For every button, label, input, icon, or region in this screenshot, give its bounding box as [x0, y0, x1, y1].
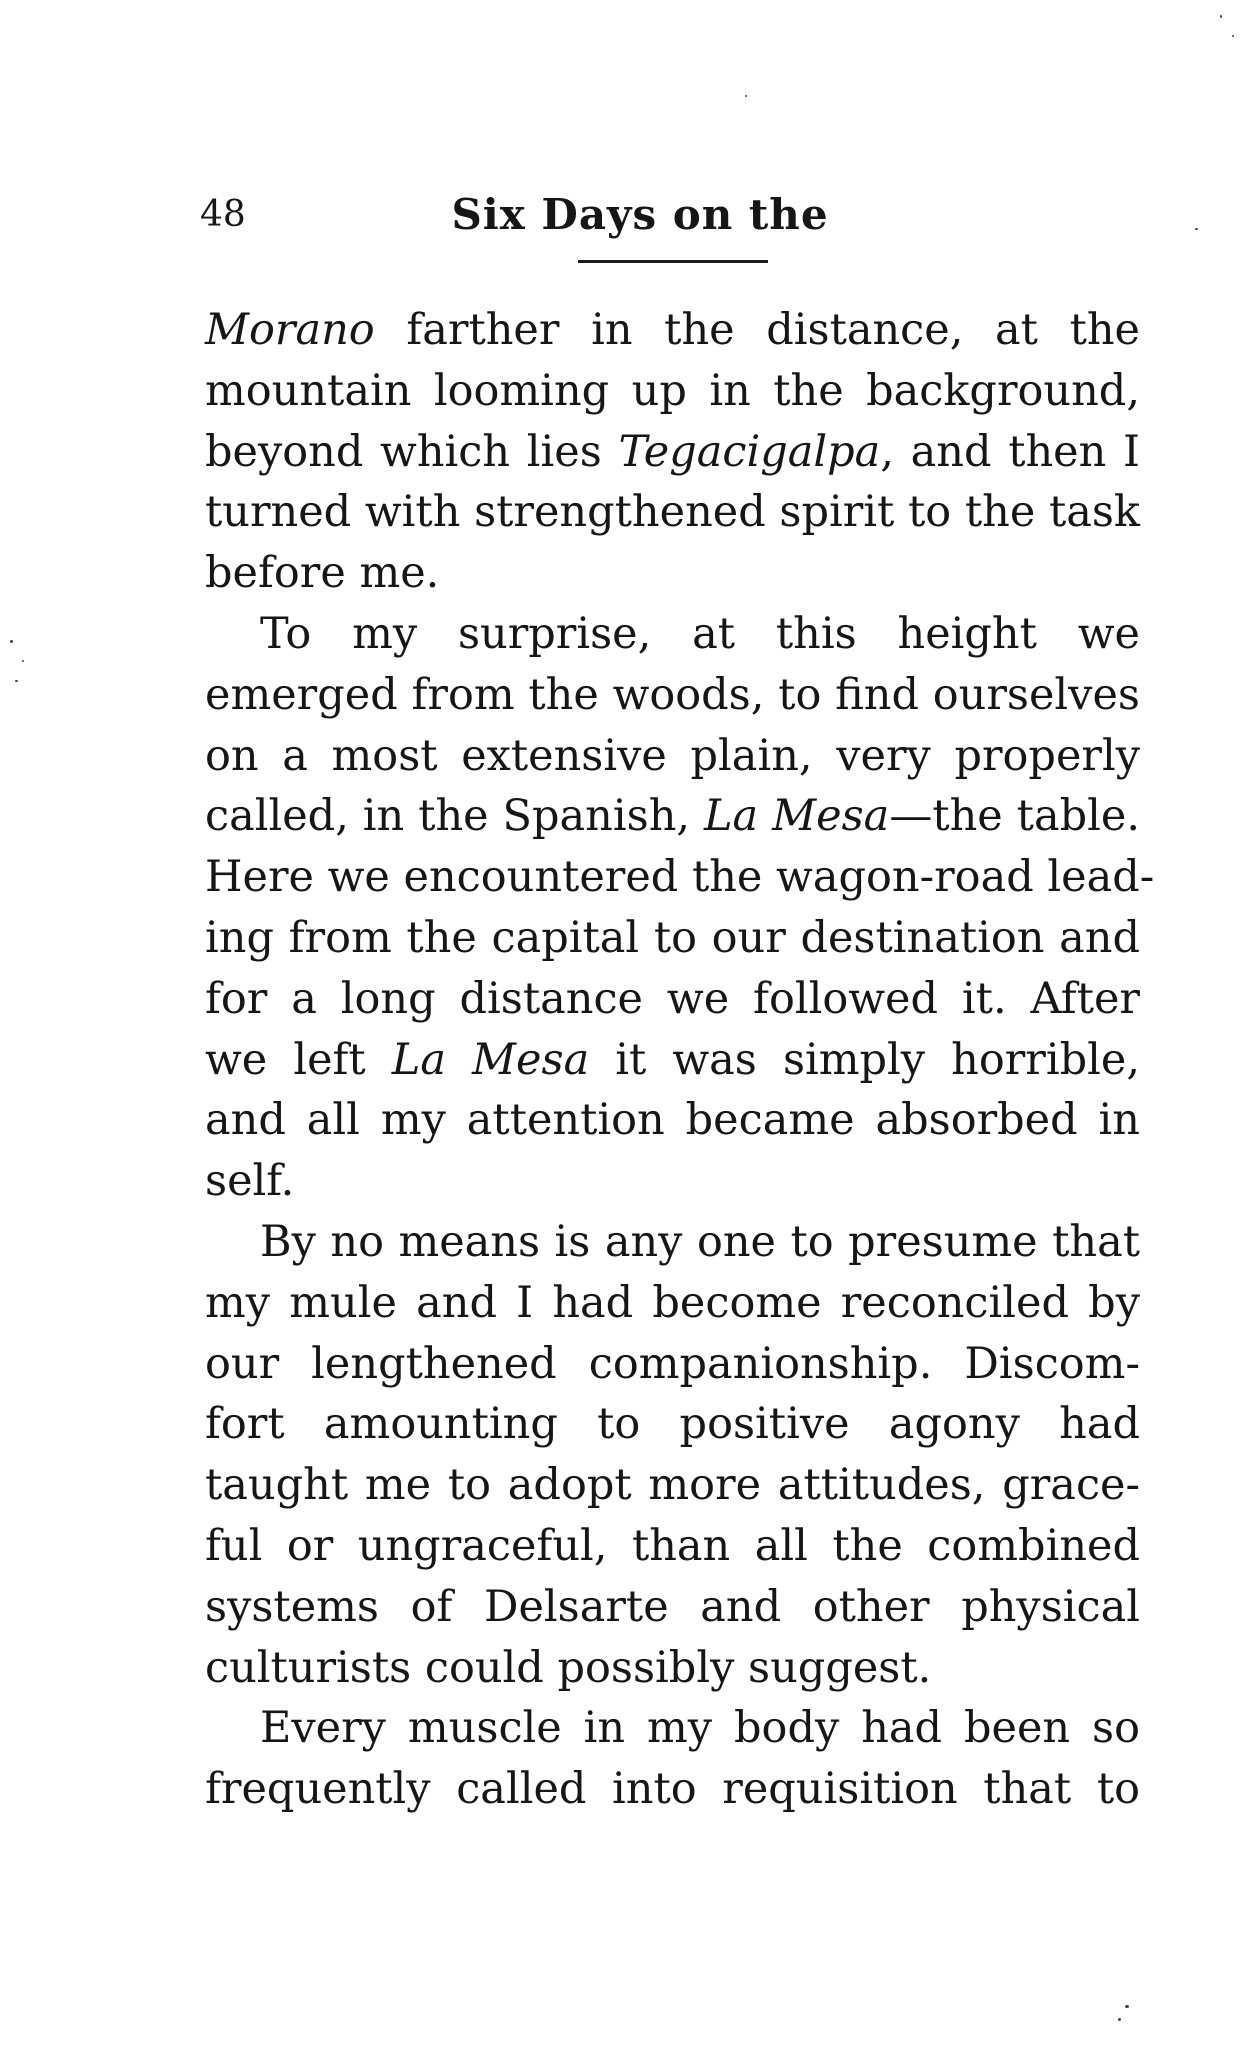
running-title: Six Days on the — [451, 190, 829, 239]
text-line — [205, 422, 1140, 483]
scan-speck — [10, 640, 13, 643]
scan-speck — [1232, 35, 1234, 37]
text-segment: fort amounting to positive agony had — [205, 1399, 1140, 1450]
text-line — [205, 1334, 1140, 1395]
text-segment: culturists could possibly suggest. — [205, 1642, 932, 1693]
text-line — [205, 1090, 1140, 1151]
text-segment: ing from the capital to our destination and — [205, 912, 1140, 963]
text-segment: mountain looming up in the background, — [205, 365, 1140, 416]
text-segment: emerged from the woods, to find ourselves — [205, 669, 1140, 720]
text-line — [205, 1394, 1140, 1455]
text-segment: Here we encountered the wagon-road lead- — [205, 852, 1155, 903]
body-text — [205, 300, 1155, 1820]
text-segment: on a most extensive plain, very properly — [205, 730, 1140, 781]
text-segment: taught me to adopt more attitudes, grace- — [205, 1460, 1140, 1511]
text-line — [205, 726, 1140, 787]
text-line — [205, 361, 1140, 422]
text-segment: —the table. — [889, 791, 1140, 842]
italic-text: La Mesa — [391, 1034, 590, 1085]
text-line — [205, 969, 1140, 1030]
text-segment: my mule and I had become reconciled by — [205, 1277, 1140, 1328]
scan-speck — [745, 95, 747, 97]
scan-speck — [1195, 228, 1198, 230]
italic-text: La Mesa — [704, 791, 890, 842]
text-segment: and all my attention became absorbed in — [205, 1095, 1140, 1146]
text-line — [205, 1273, 1140, 1334]
italic-text: Tegacigalpa — [618, 426, 881, 477]
text-line — [205, 543, 1140, 604]
text-line — [205, 300, 1140, 361]
text-line — [205, 1638, 1140, 1699]
text-line — [205, 1212, 1140, 1273]
text-line — [205, 1759, 1140, 1820]
italic-text: Morano — [205, 305, 375, 355]
page-header — [200, 185, 1140, 245]
text-segment: Every muscle in my body had been so — [260, 1703, 1140, 1754]
text-segment: beyond which lies — [205, 426, 619, 477]
text-segment: To my surprise, at this height we — [260, 608, 1140, 659]
text-line — [205, 1577, 1140, 1638]
scan-speck — [1125, 2005, 1129, 2008]
text-line — [205, 847, 1155, 908]
text-line — [205, 786, 1140, 847]
text-line — [205, 1030, 1140, 1091]
scan-speck — [1220, 15, 1222, 18]
text-segment: turned with strengthened spirit to the task — [205, 487, 1140, 538]
text-segment: frequently called into requisition that to — [205, 1764, 1140, 1815]
text-segment: we left — [205, 1034, 392, 1085]
text-segment: for a long distance we followed it. After — [205, 973, 1140, 1024]
page-number: 48 — [200, 194, 246, 235]
text-segment: By no means is any one to presume that — [260, 1216, 1140, 1267]
text-line — [205, 1151, 1140, 1212]
text-line — [205, 665, 1140, 726]
text-segment: it was simply horrible, — [589, 1034, 1140, 1085]
text-line — [205, 482, 1140, 543]
scan-speck — [1118, 2018, 1121, 2021]
scan-speck — [22, 660, 24, 662]
text-segment: ful or ungraceful, than all the combined — [205, 1520, 1140, 1571]
text-segment: our lengthened companionship. Discom- — [205, 1338, 1140, 1389]
scan-speck — [15, 680, 18, 682]
text-line — [205, 1455, 1140, 1516]
text-segment: , and then I — [880, 426, 1140, 477]
text-line — [205, 908, 1140, 969]
text-segment: self. — [205, 1156, 295, 1207]
text-segment: farther in the distance, at the — [374, 305, 1140, 355]
text-segment: systems of Delsarte and other physical — [205, 1581, 1140, 1632]
text-segment: before me. — [205, 548, 440, 599]
header-rule — [578, 260, 768, 263]
text-segment: called, in the Spanish, — [205, 791, 704, 842]
text-line — [205, 1516, 1140, 1577]
text-line — [205, 1698, 1140, 1759]
text-line — [205, 604, 1140, 665]
